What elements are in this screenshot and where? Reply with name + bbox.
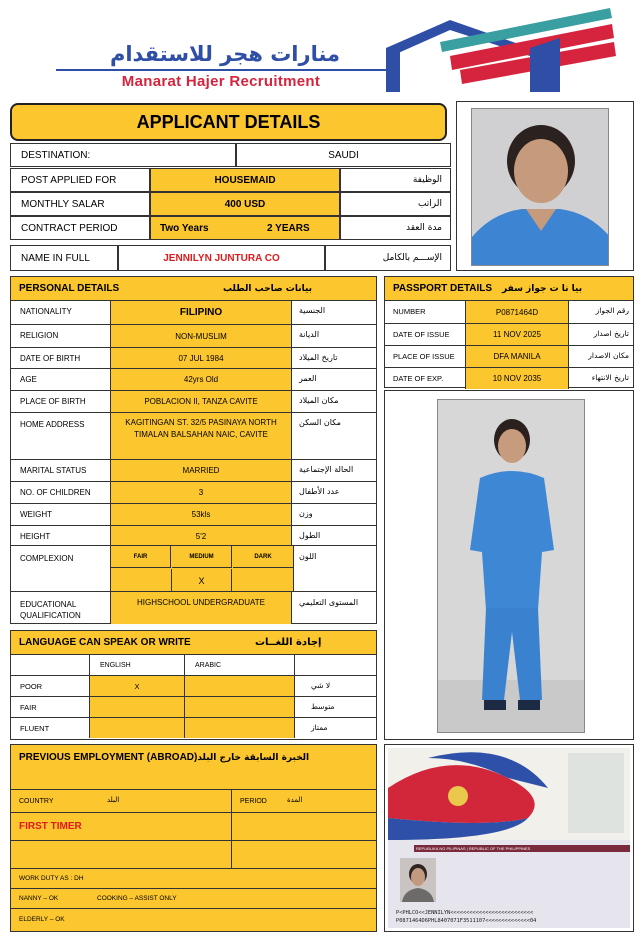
passport-row-arabic: تاريخ اصدار — [593, 329, 629, 338]
passport-row-value: 10 NOV 2035 — [465, 368, 569, 389]
work-duty-text: WORK DUTY AS : DH — [19, 875, 84, 882]
language-row-label: FAIR — [20, 703, 37, 712]
complexion-row — [11, 545, 376, 592]
language-row-arabic-label: ممتاز — [311, 723, 328, 732]
portrait-photo-frame — [456, 101, 634, 271]
personal-details-section — [10, 276, 377, 624]
destination-label: DESTINATION: — [10, 143, 236, 167]
language-header: LANGUAGE CAN SPEAK OR WRITE إجادة اللغــات — [11, 631, 376, 655]
personal-row-value: FILIPINO — [110, 301, 292, 324]
passport-details-section — [384, 276, 634, 388]
employment-divider — [231, 813, 232, 841]
personal-row-value: KAGITINGAN ST. 32/5 PASINAYA NORTH TIMALAN BALSAHAN NAIC, CAVITE — [110, 413, 292, 459]
employment-row-2 — [11, 841, 376, 869]
page-title: APPLICANT DETAILS — [10, 103, 447, 141]
personal-row-label: NO. OF CHILDREN — [20, 488, 91, 497]
employment-country-arabic: البلد — [107, 796, 120, 804]
passport-scan — [388, 748, 630, 928]
language-row-label: POOR — [20, 682, 43, 691]
nanny-text: NANNY – OK — [19, 895, 59, 902]
language-row-arabic — [185, 676, 295, 696]
language-row-arabic — [185, 718, 295, 738]
personal-row-label: AGE — [20, 375, 37, 384]
personal-row — [11, 347, 376, 368]
personal-row-value: POBLACION II, TANZA CAVITE — [110, 391, 292, 412]
personal-row-arabic: تاريخ الميلاد — [299, 353, 338, 362]
house-logo-icon — [380, 8, 620, 98]
complexion-arabic-label: اللون — [299, 552, 317, 561]
first-timer-text: FIRST TIMER — [19, 821, 82, 832]
passport-row — [385, 301, 633, 323]
personal-row — [11, 412, 376, 459]
personal-row — [11, 481, 376, 503]
employment-country-row — [11, 789, 376, 813]
passport-row-arabic: مكان الاصدار — [588, 351, 629, 360]
passport-row-label: NUMBER — [393, 307, 426, 316]
language-row — [11, 717, 376, 738]
post-value: HOUSEMAID — [150, 168, 340, 192]
passport-row — [385, 345, 633, 367]
language-row-arabic-label: لا شي — [311, 681, 331, 690]
personal-row — [11, 503, 376, 525]
personal-row-label: DATE OF BIRTH — [20, 354, 81, 363]
personal-row-label: RELIGION — [20, 331, 59, 340]
employment-period-label: PERIOD — [240, 798, 267, 805]
language-col-english: ENGLISH — [89, 655, 185, 675]
employment-row-3 — [11, 869, 376, 889]
personal-row-arabic: مكان السكن — [299, 418, 341, 427]
personal-row — [11, 368, 376, 390]
company-name-arabic: منارات هجر للاستقدام — [109, 42, 341, 66]
personal-row-label: HOME ADDRESS — [20, 420, 85, 429]
applicant-full-body-photo — [437, 399, 585, 733]
contract-value-words: Two Years — [160, 222, 209, 234]
personal-row-value: 53kls — [110, 504, 292, 525]
language-row-english — [89, 718, 185, 738]
personal-row — [11, 525, 376, 547]
employment-country-label: COUNTRY — [19, 798, 54, 805]
passport-country-line: REPUBLIKA NG PILIPINAS | REPUBLIC OF THE PHILIPPINES — [414, 845, 630, 852]
name-arabic-label: الإســـم بالكامل — [325, 245, 451, 271]
employment-row-4 — [11, 889, 376, 909]
complexion-dark: DARK — [233, 546, 293, 568]
logo-underline — [56, 69, 386, 71]
personal-row — [11, 459, 376, 481]
personal-row-arabic: الطول — [299, 531, 321, 540]
employment-header: PREVIOUS EMPLOYMENT (ABROAD)الخبرة السابقة خارج البلد — [19, 752, 310, 763]
employment-period-arabic: المدة — [287, 796, 303, 804]
employment-section — [10, 744, 377, 932]
personal-row-value: 07 JUL 1984 — [110, 348, 292, 368]
personal-row-label: WEIGHT — [20, 510, 52, 519]
personal-row-arabic: عدد الأطفال — [299, 487, 340, 496]
complexion-label: COMPLEXION — [20, 554, 74, 563]
education-arabic-label: المستوى التعليمي — [299, 598, 359, 607]
personal-row-arabic: الديانة — [299, 330, 320, 339]
contract-label: CONTRACT PERIOD — [10, 216, 150, 240]
education-value: HIGHSCHOOL UNDERGRADUATE — [110, 592, 292, 624]
cooking-text: COOKING – ASSIST ONLY — [97, 895, 177, 902]
passport-row-value: 11 NOV 2025 — [465, 324, 569, 345]
passport-mrz-line-2: P0871464D6PHL8407071F3511107<<<<<<<<<<<<<<04 — [396, 918, 537, 924]
language-section — [10, 630, 377, 740]
personal-row-arabic: مكان الميلاد — [299, 396, 339, 405]
salary-arabic-label: الراتب — [340, 192, 451, 216]
passport-details-header-arabic: بيا نا ت جواز سفر — [502, 283, 583, 294]
personal-row-label: MARITAL STATUS — [20, 466, 87, 475]
language-row-english — [89, 697, 185, 717]
person-portrait-icon — [472, 109, 609, 266]
passport-row-label: DATE OF EXP. — [393, 374, 444, 383]
personal-row — [11, 324, 376, 347]
passport-row — [385, 323, 633, 345]
language-row-english: X — [89, 676, 185, 696]
language-row — [11, 675, 376, 696]
destination-value: SAUDI — [236, 143, 451, 167]
passport-row-arabic: تاريخ الانتهاء — [591, 373, 629, 382]
post-arabic-label: الوظيفة — [340, 168, 451, 192]
personal-row-arabic: العمر — [299, 374, 317, 383]
salary-label: MONTHLY SALAR — [10, 192, 150, 216]
contract-arabic-label: مدة العقد — [340, 216, 451, 240]
passport-row-value: P0871464D — [465, 301, 569, 323]
passport-row-label: DATE OF ISSUE — [393, 330, 450, 339]
language-row-arabic — [185, 697, 295, 717]
applicant-portrait-photo — [471, 108, 609, 266]
contract-value — [150, 216, 340, 240]
language-row — [11, 696, 376, 717]
salary-value: 400 USD — [150, 192, 340, 216]
employment-header-arabic: الخبرة السابقة خارج البلد — [197, 753, 310, 763]
name-label: NAME IN FULL — [10, 245, 118, 271]
personal-row-label: NATIONALITY — [20, 307, 72, 316]
language-col-arabic: ARABIC — [185, 655, 295, 675]
name-value: JENNILYN JUNTURA CO — [118, 245, 325, 271]
contract-value-years: 2 YEARS — [267, 222, 310, 234]
personal-row-arabic: وزن — [299, 509, 313, 518]
complexion-fair-cell — [111, 569, 172, 592]
passport-data-page — [388, 840, 630, 928]
personal-row-value: NON-MUSLIM — [110, 325, 292, 347]
language-header-arabic: إجادة اللغــات — [255, 637, 322, 648]
language-row-arabic-label: متوسط — [311, 702, 335, 711]
passport-row-arabic: رقم الجواز — [595, 306, 629, 315]
personal-row — [11, 301, 376, 324]
language-row-label: FLUENT — [20, 724, 50, 733]
personal-row-value: 5'2 — [110, 526, 292, 547]
personal-details-header-arabic: بيانات صاحب الطلب — [223, 283, 313, 294]
complexion-fair: FAIR — [111, 546, 171, 568]
complexion-options — [110, 546, 294, 592]
passport-image-frame — [384, 744, 634, 932]
personal-row-value: 42yrs Old — [110, 369, 292, 390]
passport-row-value: DFA MANILA — [465, 346, 569, 367]
personal-row-value: 3 — [110, 482, 292, 503]
passport-row — [385, 367, 633, 389]
passport-mrz-line-1: P<PHLCO<<JENNILYN<<<<<<<<<<<<<<<<<<<<<<<<<< — [396, 910, 534, 916]
employment-row-5 — [11, 909, 376, 931]
personal-row-value: MARRIED — [110, 460, 292, 481]
elderly-text: ELDERLY – OK — [19, 916, 65, 923]
company-name-english: Manarat Hajer Recruitment — [121, 73, 321, 90]
passport-photo-icon — [400, 858, 436, 902]
passport-flag-page-icon — [388, 748, 630, 840]
full-body-photo-frame — [384, 390, 634, 740]
passport-row-label: PLACE OF ISSUE — [393, 352, 455, 361]
person-full-body-icon — [438, 400, 585, 733]
personal-row — [11, 390, 376, 412]
post-label: POST APPLIED FOR — [10, 168, 150, 192]
passport-details-header: PASSPORT DETAILS بيا نا ت جواز سفر — [385, 277, 633, 301]
personal-details-header: PERSONAL DETAILS بيانات صاحب الطلب — [11, 277, 376, 301]
personal-row-arabic: الجنسية — [299, 306, 326, 315]
employment-divider — [231, 841, 232, 869]
education-label: EDUCATIONAL QUALIFICATION — [20, 600, 81, 620]
employment-row-1 — [11, 813, 376, 841]
personal-row-arabic: الحالة الإجتماعية — [299, 465, 354, 474]
complexion-medium-mark: X — [172, 569, 232, 592]
language-col-headers — [11, 655, 376, 675]
personal-row-label: PLACE OF BIRTH — [20, 397, 86, 406]
complexion-medium: MEDIUM — [172, 546, 232, 568]
employment-divider — [231, 790, 232, 812]
personal-row-label: HEIGHT — [20, 532, 51, 541]
company-logo — [20, 8, 620, 98]
education-row — [11, 591, 376, 624]
